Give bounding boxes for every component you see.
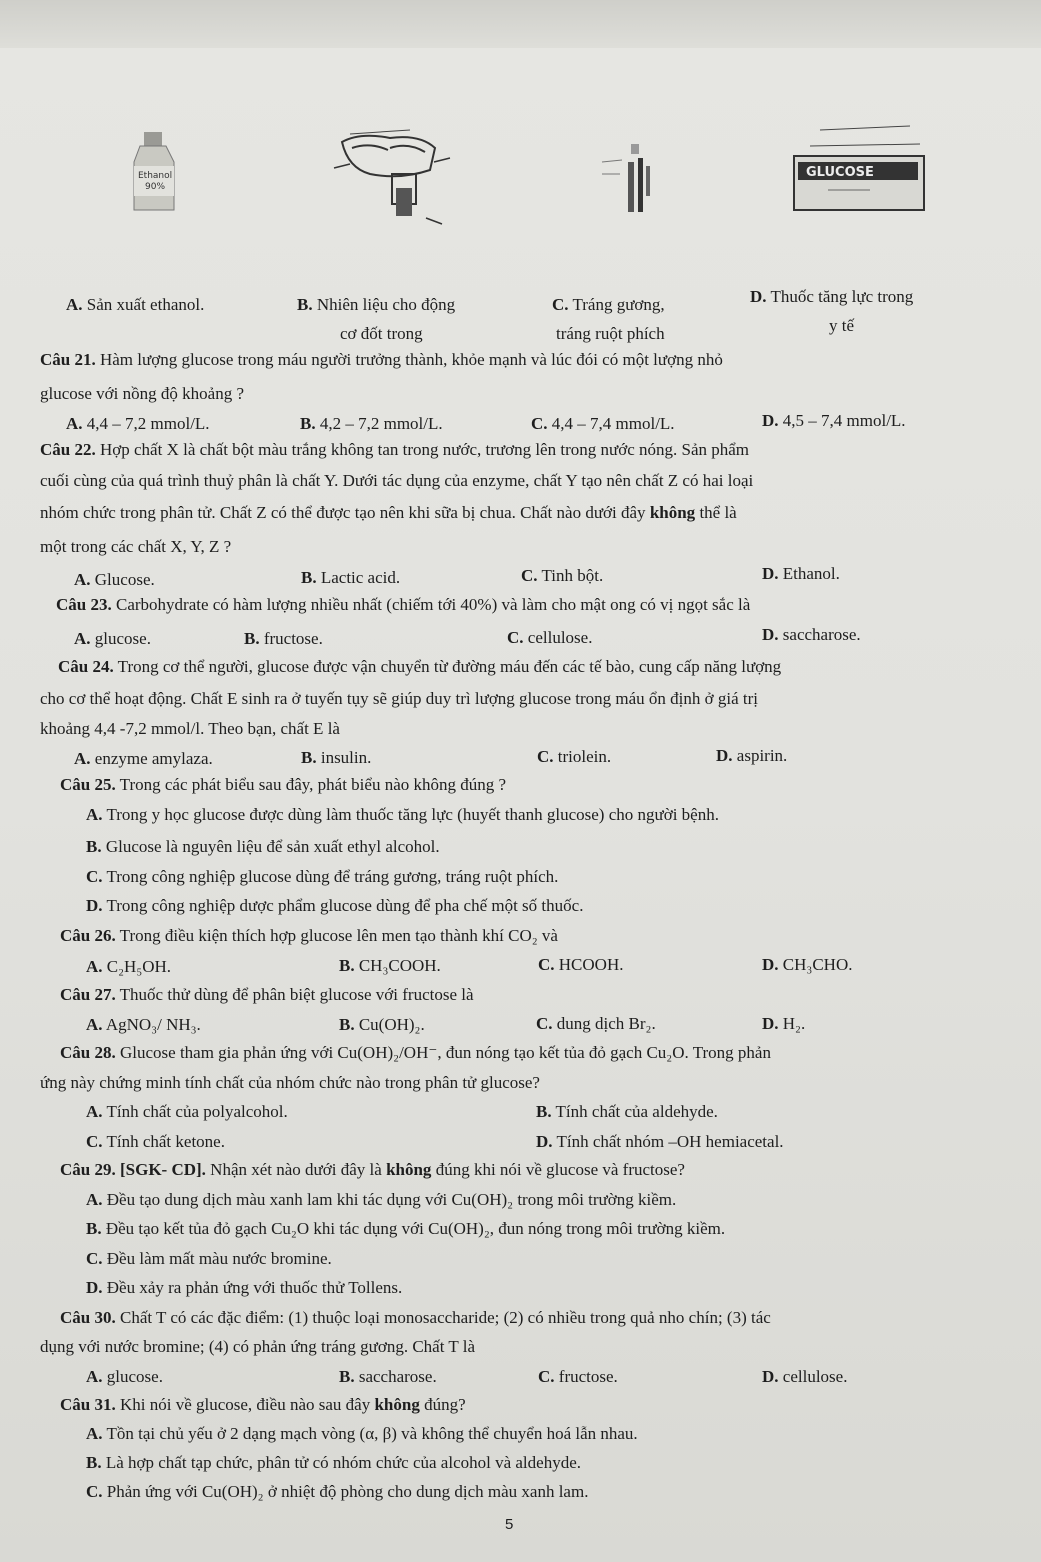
question-22-stem (40, 439, 749, 461)
option-letter: D. (762, 955, 779, 974)
scan-top-edge (0, 0, 1041, 48)
question-25-stem (60, 774, 506, 796)
question-26-option-a: A. C₂H₅OH. (86, 957, 172, 976)
option-letter: A. (86, 1367, 103, 1386)
question-27-text: Thuốc thử dùng để phân biệt glucose với fructose là (115, 985, 474, 1004)
question-24-stem-2: cho cơ thể hoạt động. Chất E sinh ra ở tuyến tụy sẽ giúp duy trì lượng glucose trong máu ổn định ở giá trị (40, 689, 758, 708)
question-23-number: Câu 23. (56, 595, 112, 614)
question-24-number: Câu 24. (58, 657, 114, 676)
ethanol-label-text: Ethanol (138, 171, 173, 181)
glucose-box-figure (790, 116, 930, 216)
option-letter: D. (536, 1132, 553, 1151)
option-letter: B. (244, 629, 260, 648)
question-29-option-d: D. Đều xảy ra phản ứng với thuốc thử Tollens. (86, 1278, 403, 1297)
option-letter: C. (531, 414, 548, 433)
question-29-stem: Câu 29. [SGK- CD]. Nhận xét nào dưới đây là không đúng khi nói về glucose và fructose? (60, 1160, 685, 1179)
option-letter: C. (507, 628, 524, 647)
caption-b-line2: cơ đốt trong (340, 324, 423, 343)
question-25-option-b: B. Glucose là nguyên liệu để sản xuất ethyl alcohol. (86, 837, 440, 856)
question-31-stem: Câu 31. Khi nói về glucose, điều nào sau đây không đúng? (60, 1395, 466, 1414)
question-22-stem-3: nhóm chức trong phân tử. Chất Z có thể được tạo nên khi sữa bị chua. Chất nào dưới đây không thể là (40, 503, 737, 522)
option-letter: B. (301, 568, 317, 587)
question-28-option-c: C. Tính chất ketone. (86, 1132, 225, 1151)
question-21-option-c: C. 4,4 – 7,4 mmol/L. (531, 414, 675, 433)
option-letter: D. (762, 1014, 779, 1033)
option-letter: C. (537, 747, 554, 766)
option-letter: A. (86, 805, 103, 824)
option-letter: A. (66, 414, 83, 433)
option-letter: D. (762, 411, 779, 430)
question-26-number: Câu 26. (60, 926, 116, 945)
option-letter: D. (86, 896, 103, 915)
page-number: 5 (505, 1516, 514, 1533)
option-letter: D. (762, 1367, 779, 1386)
option-letter: B. (86, 837, 102, 856)
caption-b-line1: B. Nhiên liệu cho động (297, 295, 456, 314)
question-23-stem (56, 594, 750, 616)
option-letter: B. (86, 1453, 102, 1472)
caption-c-line2: tráng ruột phích (556, 324, 665, 343)
option-letter: B. (339, 1367, 355, 1386)
question-24-stem-3: khoảng 4,4 -7,2 mmol/l. Theo bạn, chất E là (40, 719, 340, 738)
option-letter: B. (301, 748, 317, 767)
question-25-option-a: A. Trong y học glucose được dùng làm thuốc tăng lực (huyết thanh glucose) cho người bệnh. (86, 805, 719, 824)
question-23-option-a: A. glucose. (74, 629, 151, 648)
question-24-stem (58, 656, 781, 678)
question-24-option-c: C. triolein. (537, 747, 612, 766)
question-28-option-b: B. Tính chất của aldehyde. (536, 1102, 718, 1121)
question-23-option-d: D. saccharose. (762, 625, 861, 644)
question-28-option-a: A. Tính chất của polyalcohol. (86, 1102, 288, 1121)
question-25-option-c: C. Trong công nghiệp glucose dùng để tráng gương, tráng ruột phích. (86, 867, 559, 886)
question-21-option-b: B. 4,2 – 7,2 mmol/L. (300, 414, 443, 433)
question-28-stem-2: ứng này chứng minh tính chất của nhóm chức nào trong phân tử glucose? (40, 1073, 540, 1092)
question-26-text: Trong điều kiện thích hợp glucose lên men tạo thành khí CO₂ và (115, 926, 558, 945)
question-21-stem (40, 349, 723, 371)
option-letter: A. (86, 1424, 103, 1443)
question-21-number: Câu 21. (40, 350, 96, 369)
caption-a: A. Sản xuất ethanol. (66, 295, 205, 314)
question-22-stem-4: một trong các chất X, Y, Z ? (40, 537, 232, 556)
option-letter: C. (538, 1367, 555, 1386)
question-28-number: Câu 28. (60, 1043, 116, 1062)
question-28-stem (60, 1042, 771, 1064)
question-27-option-d: D. H₂. (762, 1014, 806, 1033)
option-letter: D. (716, 746, 733, 765)
option-letter: C. (536, 1014, 553, 1033)
option-letter: A. (86, 1190, 103, 1209)
question-26-option-b: B. CH₃COOH. (339, 956, 441, 975)
question-31-number: Câu 31. (60, 1395, 116, 1414)
question-29-number: Câu 29. [SGK- CD]. (60, 1160, 206, 1179)
question-27-option-c: C. dung dịch Br₂. (536, 1014, 656, 1033)
option-letter: C. (538, 955, 555, 974)
question-24-option-a: A. enzyme amylaza. (74, 749, 213, 768)
option-letter: B. (300, 414, 316, 433)
option-letter: C. (86, 867, 103, 886)
caption-d-line1: D. Thuốc tăng lực trong (750, 287, 914, 306)
option-letter: C. (86, 1132, 103, 1151)
question-22-option-b: B. Lactic acid. (301, 568, 401, 587)
question-27-option-a: A. AgNO₃/ NH₃. (86, 1015, 201, 1034)
option-letter: D. (762, 625, 779, 644)
question-30-option-d: D. cellulose. (762, 1367, 848, 1386)
question-30-option-b: B. saccharose. (339, 1367, 437, 1386)
glucose-box-label: GLUCOSE (806, 165, 874, 180)
question-23-option-c: C. cellulose. (507, 628, 593, 647)
option-letter: C. (521, 566, 538, 585)
question-26-option-c: C. HCOOH. (538, 955, 624, 974)
question-21-text: Hàm lượng glucose trong máu người trưởng thành, khỏe mạnh và lúc đói có một lượng nhỏ (95, 350, 723, 369)
option-letter: D. (86, 1278, 103, 1297)
question-28-option-d: D. Tính chất nhóm –OH hemiacetal. (536, 1132, 784, 1151)
question-28-text: Glucose tham gia phản ứng với Cu(OH)₂/OH⁻, đun nóng tạo kết tủa đỏ gạch Cu₂O. Trong phản (115, 1043, 771, 1062)
option-letter: A. (74, 749, 91, 768)
caption-c-line1: C. Tráng gương, (552, 295, 665, 314)
question-29-option-b: B. Đều tạo kết tủa đỏ gạch Cu₂O khi tác dụng với Cu(OH)₂, đun nóng trong môi trường kiềm. (86, 1219, 726, 1238)
option-letter: C. (86, 1249, 103, 1268)
question-22-stem-2: cuối cùng của quá trình thuỷ phân là chất Y. Dưới tác dụng của enzyme, chất Y tạo nên chất Z có hai loại (40, 471, 754, 490)
option-letter: C. (552, 295, 569, 314)
option-letter: B. (339, 956, 355, 975)
question-31-option-b: B. Là hợp chất tạp chức, phân tử có nhóm chức của alcohol và aldehyde. (86, 1453, 581, 1472)
question-25-number: Câu 25. (60, 775, 116, 794)
option-letter: D. (762, 564, 779, 583)
question-21-option-a: A. 4,4 – 7,2 mmol/L. (66, 414, 210, 433)
option-letter: A. (74, 570, 91, 589)
question-22-option-c: C. Tinh bột. (521, 566, 604, 585)
question-27-number: Câu 27. (60, 985, 116, 1004)
question-21-option-d: D. 4,5 – 7,4 mmol/L. (762, 411, 906, 430)
ethanol-bottle-figure (130, 128, 178, 212)
option-letter: A. (86, 1015, 103, 1034)
option-letter: B. (536, 1102, 552, 1121)
question-31-option-c: C. Phản ứng với Cu(OH)₂ ở nhiệt độ phòng cho dung dịch màu xanh lam. (86, 1482, 589, 1501)
ethanol-percent-text: 90% (145, 182, 166, 192)
mirror-tube-figure (598, 140, 668, 220)
option-letter: D. (750, 287, 767, 306)
question-24-text: Trong cơ thể người, glucose được vận chuyển từ đường máu đến các tế bào, cung cấp năng lượng (113, 657, 782, 676)
question-23-option-b: B. fructose. (244, 629, 323, 648)
question-22-number: Câu 22. (40, 440, 96, 459)
question-30-number: Câu 30. (60, 1308, 116, 1327)
question-31-option-a: A. Tồn tại chủ yếu ở 2 dạng mạch vòng (α, β) và không thể chuyển hoá lẫn nhau. (86, 1424, 638, 1443)
option-letter: A. (86, 1102, 103, 1121)
question-26-stem (60, 925, 558, 947)
question-24-option-d: D. aspirin. (716, 746, 788, 765)
question-30-option-a: A. glucose. (86, 1367, 163, 1386)
option-letter: A. (86, 957, 103, 976)
question-25-option-d: D. Trong công nghiệp dược phẩm glucose dùng để pha chế một số thuốc. (86, 896, 584, 915)
option-letter: A. (66, 295, 83, 314)
question-29-option-a: A. Đều tạo dung dịch màu xanh lam khi tác dụng với Cu(OH)₂ trong môi trường kiềm. (86, 1190, 677, 1209)
caption-d-line2: y tế (829, 316, 855, 335)
question-22-text: Hợp chất X là chất bột màu trắng không tan trong nước, trương lên trong nước nóng. Sản phẩm (95, 440, 750, 459)
question-24-option-b: B. insulin. (301, 748, 372, 767)
question-22-option-a: A. Glucose. (74, 570, 155, 589)
option-letter: C. (86, 1482, 103, 1501)
question-30-option-c: C. fructose. (538, 1367, 618, 1386)
question-23-text: Carbohydrate có hàm lượng nhiều nhất (chiếm tới 40%) và làm cho mật ong có vị ngọt sắc là (111, 595, 751, 614)
question-29-option-c: C. Đều làm mất màu nước bromine. (86, 1249, 332, 1268)
question-26-option-d: D. CH₃CHO. (762, 955, 853, 974)
question-27-option-b: B. Cu(OH)₂. (339, 1015, 425, 1034)
question-30-stem (60, 1307, 771, 1329)
option-letter: A. (74, 629, 91, 648)
option-letter: B. (297, 295, 313, 314)
question-25-text: Trong các phát biểu sau đây, phát biểu nào không đúng ? (115, 775, 507, 794)
question-30-stem-2: dụng với nước bromine; (4) có phản ứng tráng gương. Chất T là (40, 1337, 475, 1356)
question-27-stem (60, 984, 474, 1006)
question-21-stem-2: glucose với nồng độ khoảng ? (40, 384, 244, 403)
option-letter: B. (86, 1219, 102, 1238)
question-22-option-d: D. Ethanol. (762, 564, 840, 583)
option-letter: B. (339, 1015, 355, 1034)
question-30-text: Chất T có các đặc điểm: (1) thuộc loại monosaccharide; (2) có nhiều trong quả nho chín; (3) tác (115, 1308, 771, 1327)
engine-figure (330, 128, 480, 228)
